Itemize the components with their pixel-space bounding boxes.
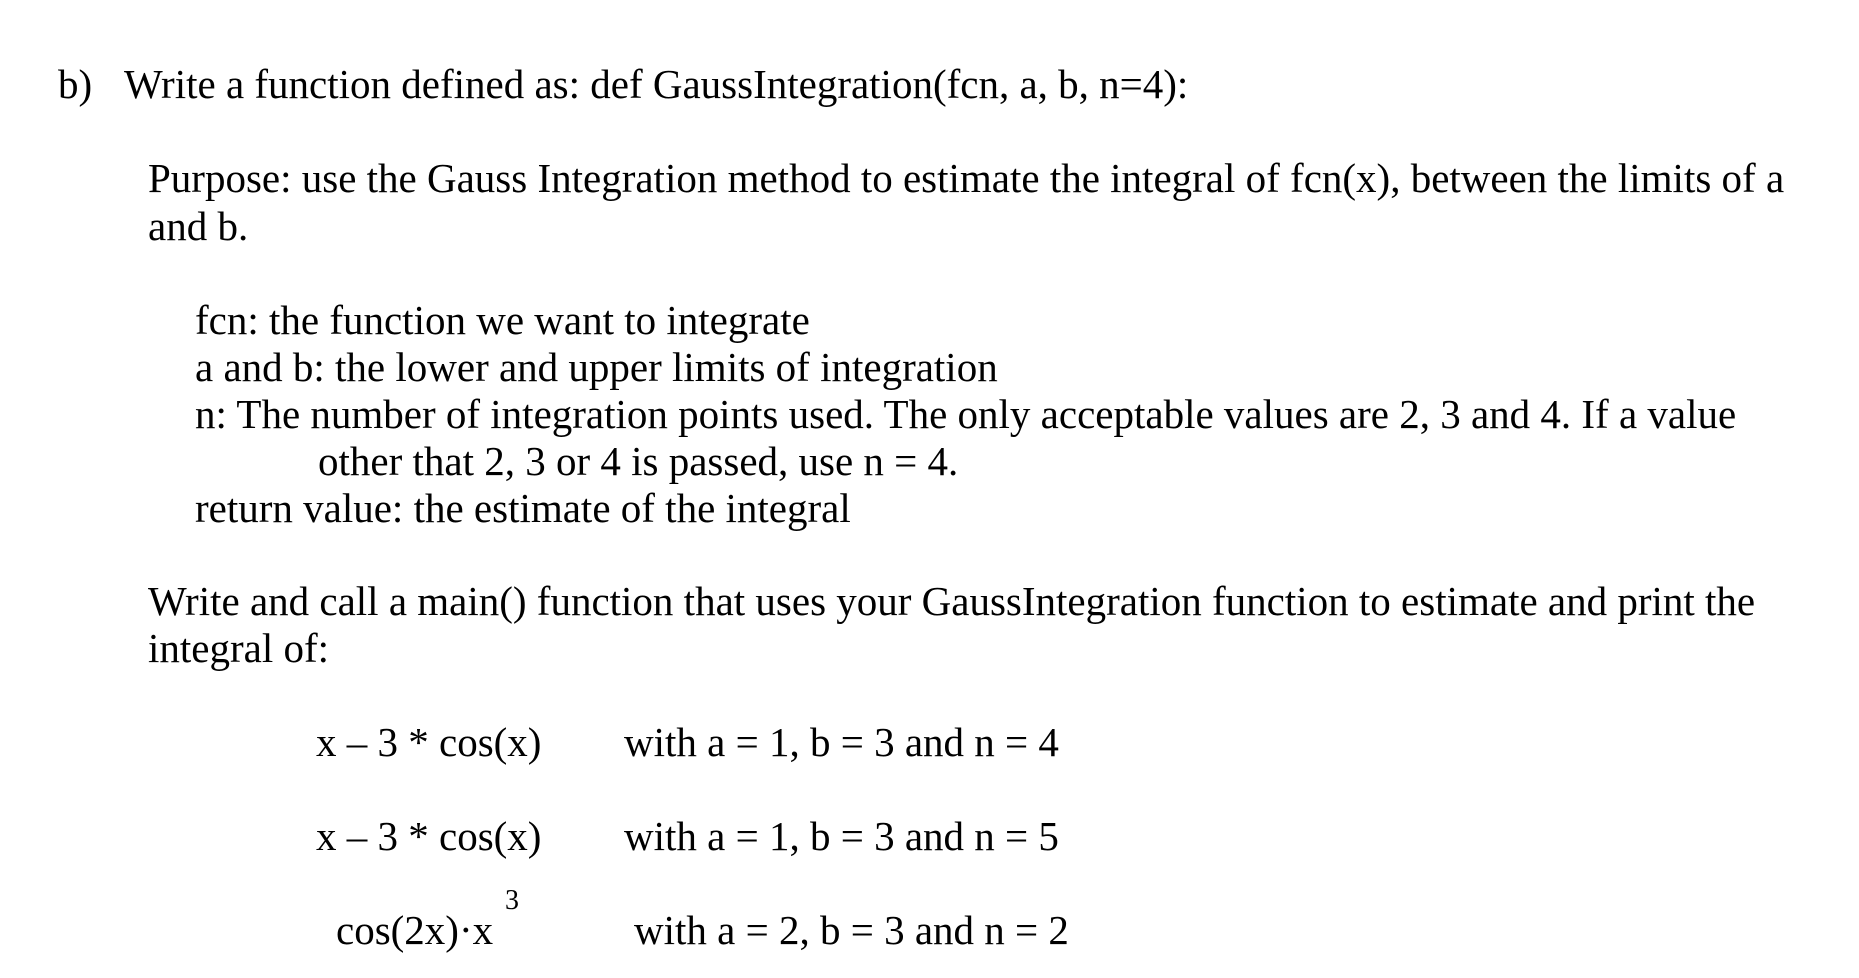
case-1-condition: with a = 1, b = 3 and n = 4: [624, 719, 1059, 765]
case-2-expression: x – 3 * cos(x): [316, 813, 542, 859]
main-instruction-line-1: Write and call a main() function that uses your GaussIntegration function to estimate and print the: [148, 578, 1756, 624]
part-label: b): [58, 61, 93, 107]
case-2-condition: with a = 1, b = 3 and n = 5: [624, 813, 1059, 859]
main-instruction-line-2: integral of:: [148, 625, 330, 671]
param-n-line-1: n: The number of integration points used. The only acceptable values are 2, 3 and 4. If a value: [195, 391, 1737, 437]
purpose-line-1: Purpose: use the Gauss Integration method to estimate the integral of fcn(x), between the limits of a: [148, 155, 1785, 201]
case-1-expression: x – 3 * cos(x): [316, 719, 542, 765]
param-a-b: a and b: the lower and upper limits of integration: [195, 344, 998, 390]
case-3-condition: with a = 2, b = 3 and n = 2: [634, 907, 1069, 953]
param-n-line-2: other that 2, 3 or 4 is passed, use n = 4.: [318, 438, 959, 484]
param-fcn: fcn: the function we want to integrate: [195, 297, 810, 343]
case-3-expression: cos(2x)·x: [336, 907, 494, 953]
function-heading: Write a function defined as: def GaussIntegration(fcn, a, b, n=4):: [124, 61, 1189, 107]
param-return-value: return value: the estimate of the integral: [195, 485, 851, 531]
purpose-line-2: and b.: [148, 203, 249, 249]
case-3-exponent: 3: [505, 885, 519, 916]
